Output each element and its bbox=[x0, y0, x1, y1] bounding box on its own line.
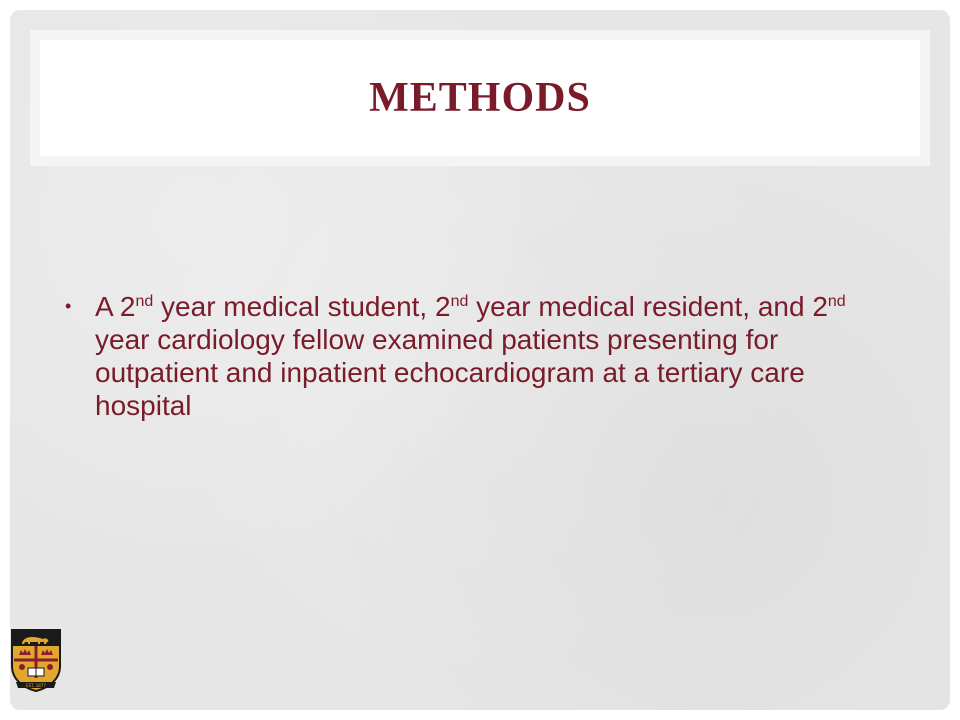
title-box bbox=[40, 40, 920, 156]
title-band bbox=[30, 30, 930, 166]
bullet-marker: • bbox=[65, 296, 72, 316]
bullet-text-segment: year cardiology fellow examined patients presenting for outpatient and inpatient echocardiogram at a tertiary care hospital bbox=[95, 324, 805, 421]
crest-graphic bbox=[10, 628, 62, 692]
ordinal-suffix: nd bbox=[827, 293, 846, 310]
crest-motto: EST. 1877 bbox=[26, 683, 46, 688]
content-area bbox=[65, 290, 855, 422]
ordinal-suffix: nd bbox=[135, 293, 154, 310]
slide-title: METHODS bbox=[369, 75, 591, 121]
bullet-text bbox=[95, 290, 855, 422]
ordinal-suffix: nd bbox=[450, 293, 469, 310]
bullet-text-segment: year medical student, 2 bbox=[153, 291, 451, 322]
bullet-text-segment: A 2 bbox=[95, 291, 136, 322]
bullet-text-segment: year medical resident, and 2 bbox=[468, 291, 828, 322]
bullet-item bbox=[65, 290, 855, 422]
slide bbox=[10, 10, 950, 710]
university-crest-icon bbox=[10, 628, 62, 692]
